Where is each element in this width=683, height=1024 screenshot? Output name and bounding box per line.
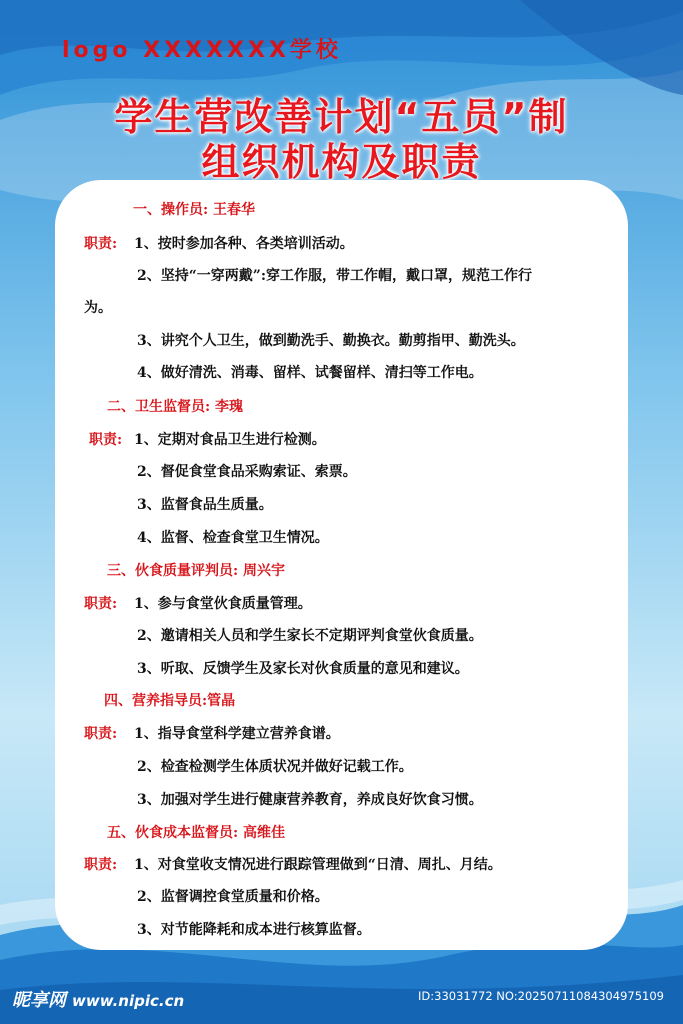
section-title: 一、操作员: 王春华 <box>133 202 256 218</box>
page-title-line2: 组织机构及职责 <box>201 140 482 184</box>
duty-item: 3、讲究个人卫生，做到勤洗手、勤换衣。勤剪指甲、勤洗头。 <box>137 333 525 349</box>
watermark-brand-name: 昵享网 <box>12 990 66 1011</box>
watermark-domain: www.nipic.cn <box>72 992 185 1010</box>
school-logo-text: logo XXXXXXX学校 <box>62 38 342 63</box>
duty-item: 3、听取、反馈学生及家长对伙食质量的意见和建议。 <box>137 661 469 677</box>
duty-item: 4、做好清洗、消毒、留样、试餐留样、清扫等工作电。 <box>137 365 483 381</box>
duty-item: 1、按时参加各种、各类培训活动。 <box>134 236 354 252</box>
duty-item: 2、监督调控食堂质量和价格。 <box>137 889 329 905</box>
duty-label: 职责: <box>84 236 118 252</box>
duty-item: 1、指导食堂科学建立营养食谱。 <box>134 726 340 742</box>
duty-item: 3、监督食品生质量。 <box>137 497 273 513</box>
duty-item: 为。 <box>84 300 112 316</box>
duty-label: 职责: <box>84 726 118 742</box>
duty-item: 3、对节能降耗和成本进行核算监督。 <box>137 922 371 938</box>
duty-item: 4、监督、检查食堂卫生情况。 <box>137 530 329 546</box>
section-title: 三、伙食质量评判员: 周兴宇 <box>107 563 286 579</box>
watermark-id: ID:33031772 NO:20250711084304975109 <box>418 989 664 1003</box>
watermark-brand <box>12 986 184 1012</box>
duty-label: 职责: <box>84 857 118 873</box>
section-title: 四、营养指导员:管晶 <box>104 693 236 709</box>
duty-item: 1、参与食堂伙食质量管理。 <box>134 596 312 612</box>
duty-item: 2、检查检测学生体质状况并做好记载工作。 <box>137 759 413 775</box>
duty-item: 3、加强对学生进行健康营养教育，养成良好饮食习惯。 <box>137 792 483 808</box>
duty-item: 2、坚持“一穿两戴”:穿工作服，带工作帽，戴口罩，规范工作行 <box>137 268 533 284</box>
section-title: 二、卫生监督员: 李瑰 <box>107 399 244 415</box>
page-title-line1: 学生营改善计划“五员”制 <box>114 95 569 139</box>
duty-item: 2、督促食堂食品采购索证、索票。 <box>137 464 357 480</box>
duty-item: 1、对食堂收支情况进行跟踪管理做到“日清、周扎、月结。 <box>134 857 502 873</box>
section-title: 五、伙食成本监督员: 高维佳 <box>107 825 286 841</box>
duty-label: 职责: <box>84 596 118 612</box>
duty-label: 职责: <box>89 432 123 448</box>
duty-item: 2、邀请相关人员和学生家长不定期评判食堂伙食质量。 <box>137 628 483 644</box>
duty-item: 1、定期对食品卫生进行检测。 <box>134 432 326 448</box>
